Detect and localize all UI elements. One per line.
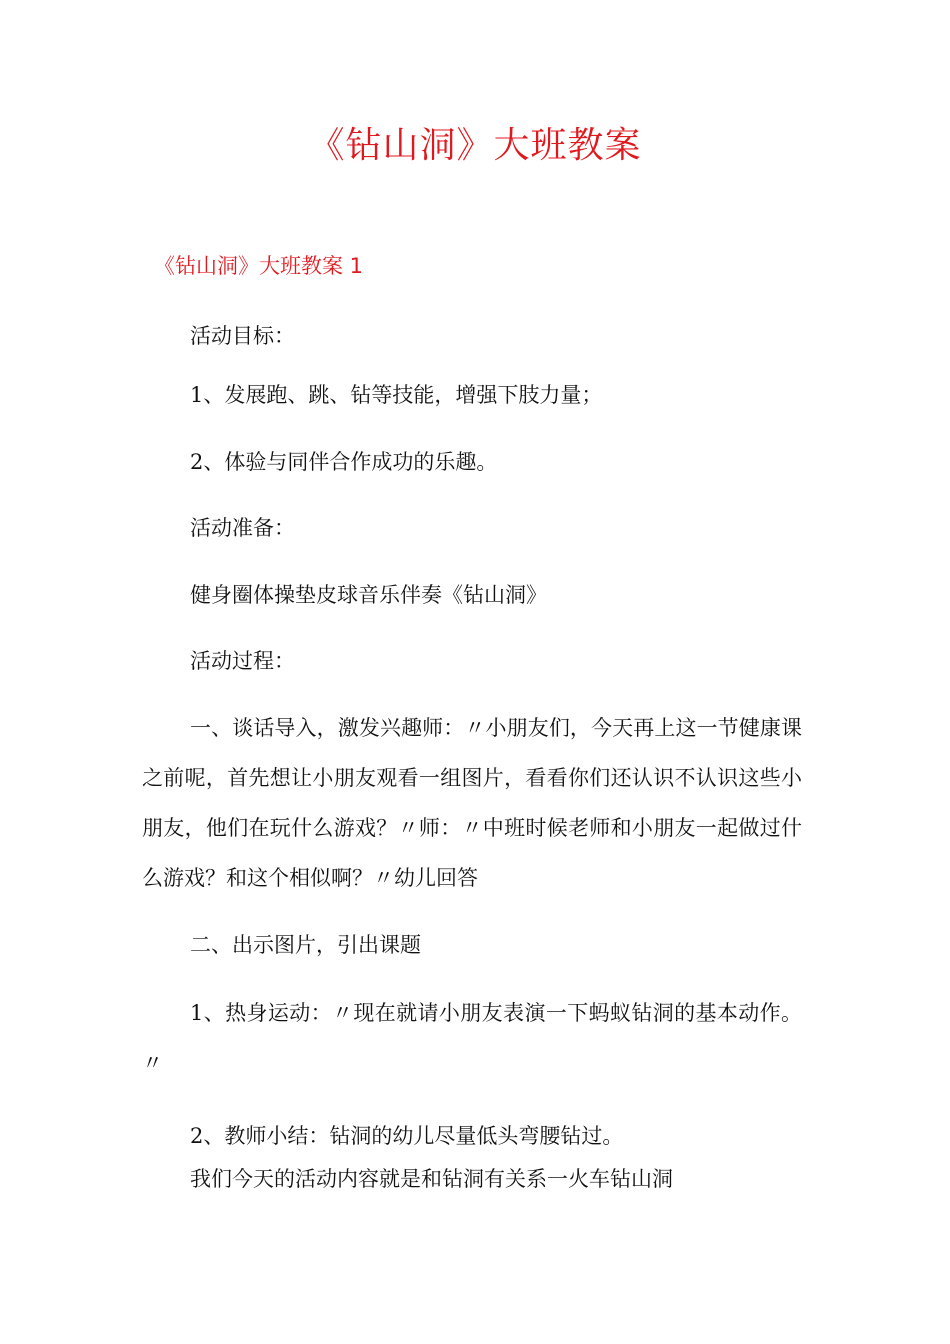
paragraph-teacher-summary: 2、教师小结：钻洞的幼儿尽量低头弯腰钻过。 — [190, 1124, 624, 1148]
paragraph-goal-1: 1、发展跑、跳、钻等技能，增强下肢力量； — [190, 383, 603, 407]
paragraph-goal-2: 2、体验与同伴合作成功的乐趣。 — [190, 450, 498, 474]
paragraph-warmup: 1、热身运动：〃现在就请小朋友表演一下蚂蚁钻洞的基本动作。〃 — [142, 1001, 802, 1075]
paragraph-activity-prep-label: 活动准备： — [190, 516, 295, 540]
paragraph-intro-dialogue: 一、谈话导入，激发兴趣师：〃小朋友们，今天再上这一节健康课之前呢，首先想让小朋友观看一组图片，看看你们还认识不认识这些小朋友，他们在玩什么游戏？〃师：〃中班时候老师和小朋友一起做过什么游戏？和这个相似啊？〃幼儿回答 — [142, 716, 802, 890]
paragraph-activity-goals-label: 活动目标： — [190, 324, 295, 348]
paragraph-materials: 健身圈体操垫皮球音乐伴奏《钻山洞》 — [190, 583, 547, 607]
paragraph-activity-content: 我们今天的活动内容就是和钻洞有关系一火车钻山洞 — [190, 1167, 673, 1191]
paragraph-step-two-heading: 二、出示图片，引出课题 — [190, 933, 421, 957]
page-title: 《钻山洞》大班教案 — [308, 125, 642, 166]
section-heading: 《钻山洞》大班教案 1 — [154, 254, 364, 278]
paragraph-activity-process-label: 活动过程： — [190, 649, 295, 673]
